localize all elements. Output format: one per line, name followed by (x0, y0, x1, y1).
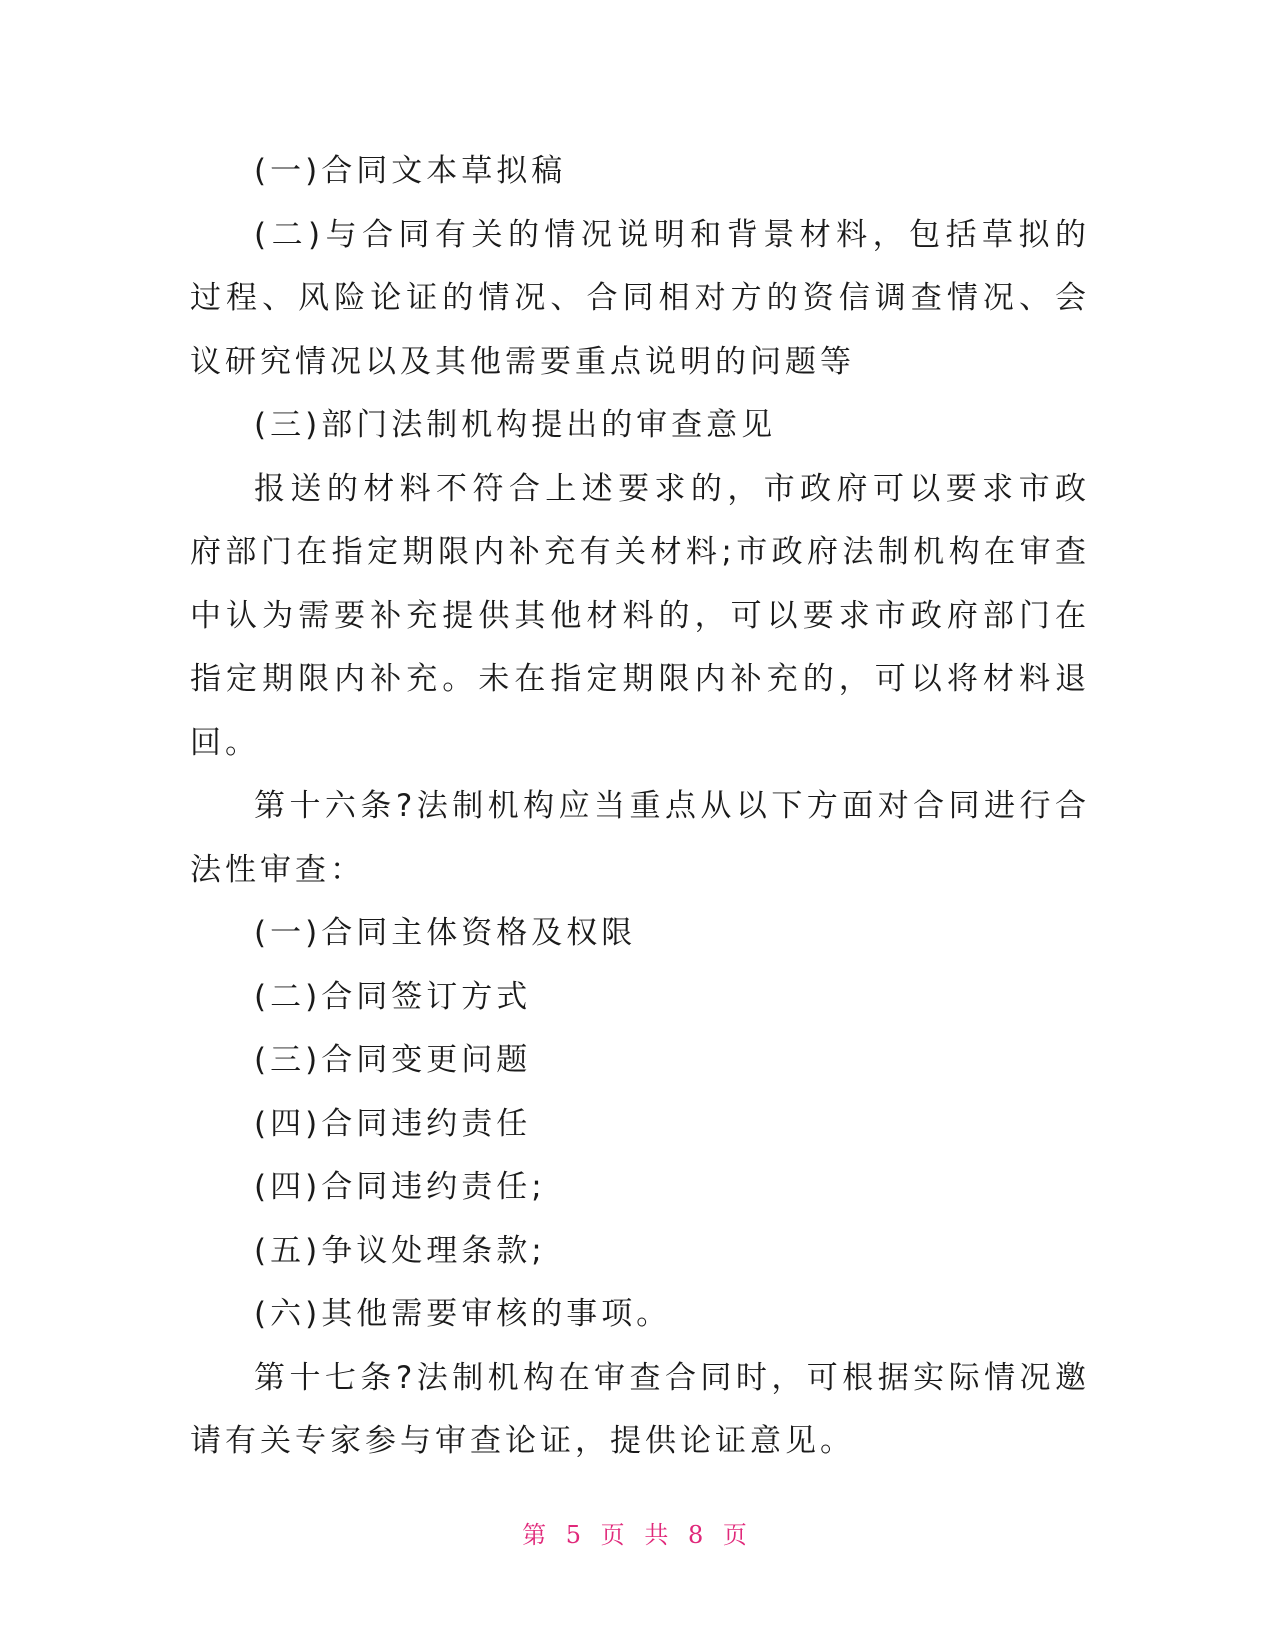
footer-label-page: 第 (522, 1521, 553, 1549)
paragraph-item-5-dispute: (五)争议处理条款; (254, 1232, 546, 1269)
paragraph-item-2-signing: (二)合同签订方式 (254, 978, 532, 1015)
page-footer (0, 1515, 1275, 1550)
paragraph-materials-requirement: 报送的材料不符合上述要求的，市政府可以要求市政府部门在指定期限内补充有关材料;市政府法制机构在审查中认为需要补充提供其他材料的，可以要求市政府部门在指定期限内补充。未在指定期限内补充的，可以将材料退回。 (190, 470, 1090, 761)
paragraph-item-4-breach-repeat: (四)合同违约责任; (254, 1169, 546, 1205)
footer-label-page-unit: 页 (600, 1521, 631, 1549)
footer-total-pages: 8 (687, 1521, 710, 1549)
paragraph-item-1-draft: (一)合同文本草拟稿 (254, 153, 567, 189)
paragraph-article-17: 第十七条?法制机构在审查合同时，可根据实际情况邀请有关专家参与审查论证，提供论证意见。 (190, 1359, 1090, 1459)
paragraph-article-16: 第十六条?法制机构应当重点从以下方面对合同进行合法性审查： (190, 788, 1090, 888)
paragraph-item-4-breach: (四)合同违约责任 (254, 1105, 532, 1142)
paragraph-item-6-other: (六)其他需要审核的事项。 (254, 1296, 672, 1332)
document-body (190, 140, 1090, 1474)
paragraph-item-1-subject: (一)合同主体资格及权限 (254, 915, 637, 951)
footer-label-total: 共 (644, 1521, 675, 1549)
footer-current-page: 5 (565, 1521, 588, 1549)
paragraph-item-2-background: (二)与合同有关的情况说明和背景材料，包括草拟的过程、风险论证的情况、合同相对方的资信调查情况、会议研究情况以及其他需要重点说明的问题等 (190, 216, 1090, 380)
paragraph-item-3-review-opinion: (三)部门法制机构提出的审查意见 (254, 407, 777, 443)
paragraph-item-3-change: (三)合同变更问题 (254, 1042, 532, 1078)
footer-label-total-unit: 页 (722, 1521, 753, 1549)
